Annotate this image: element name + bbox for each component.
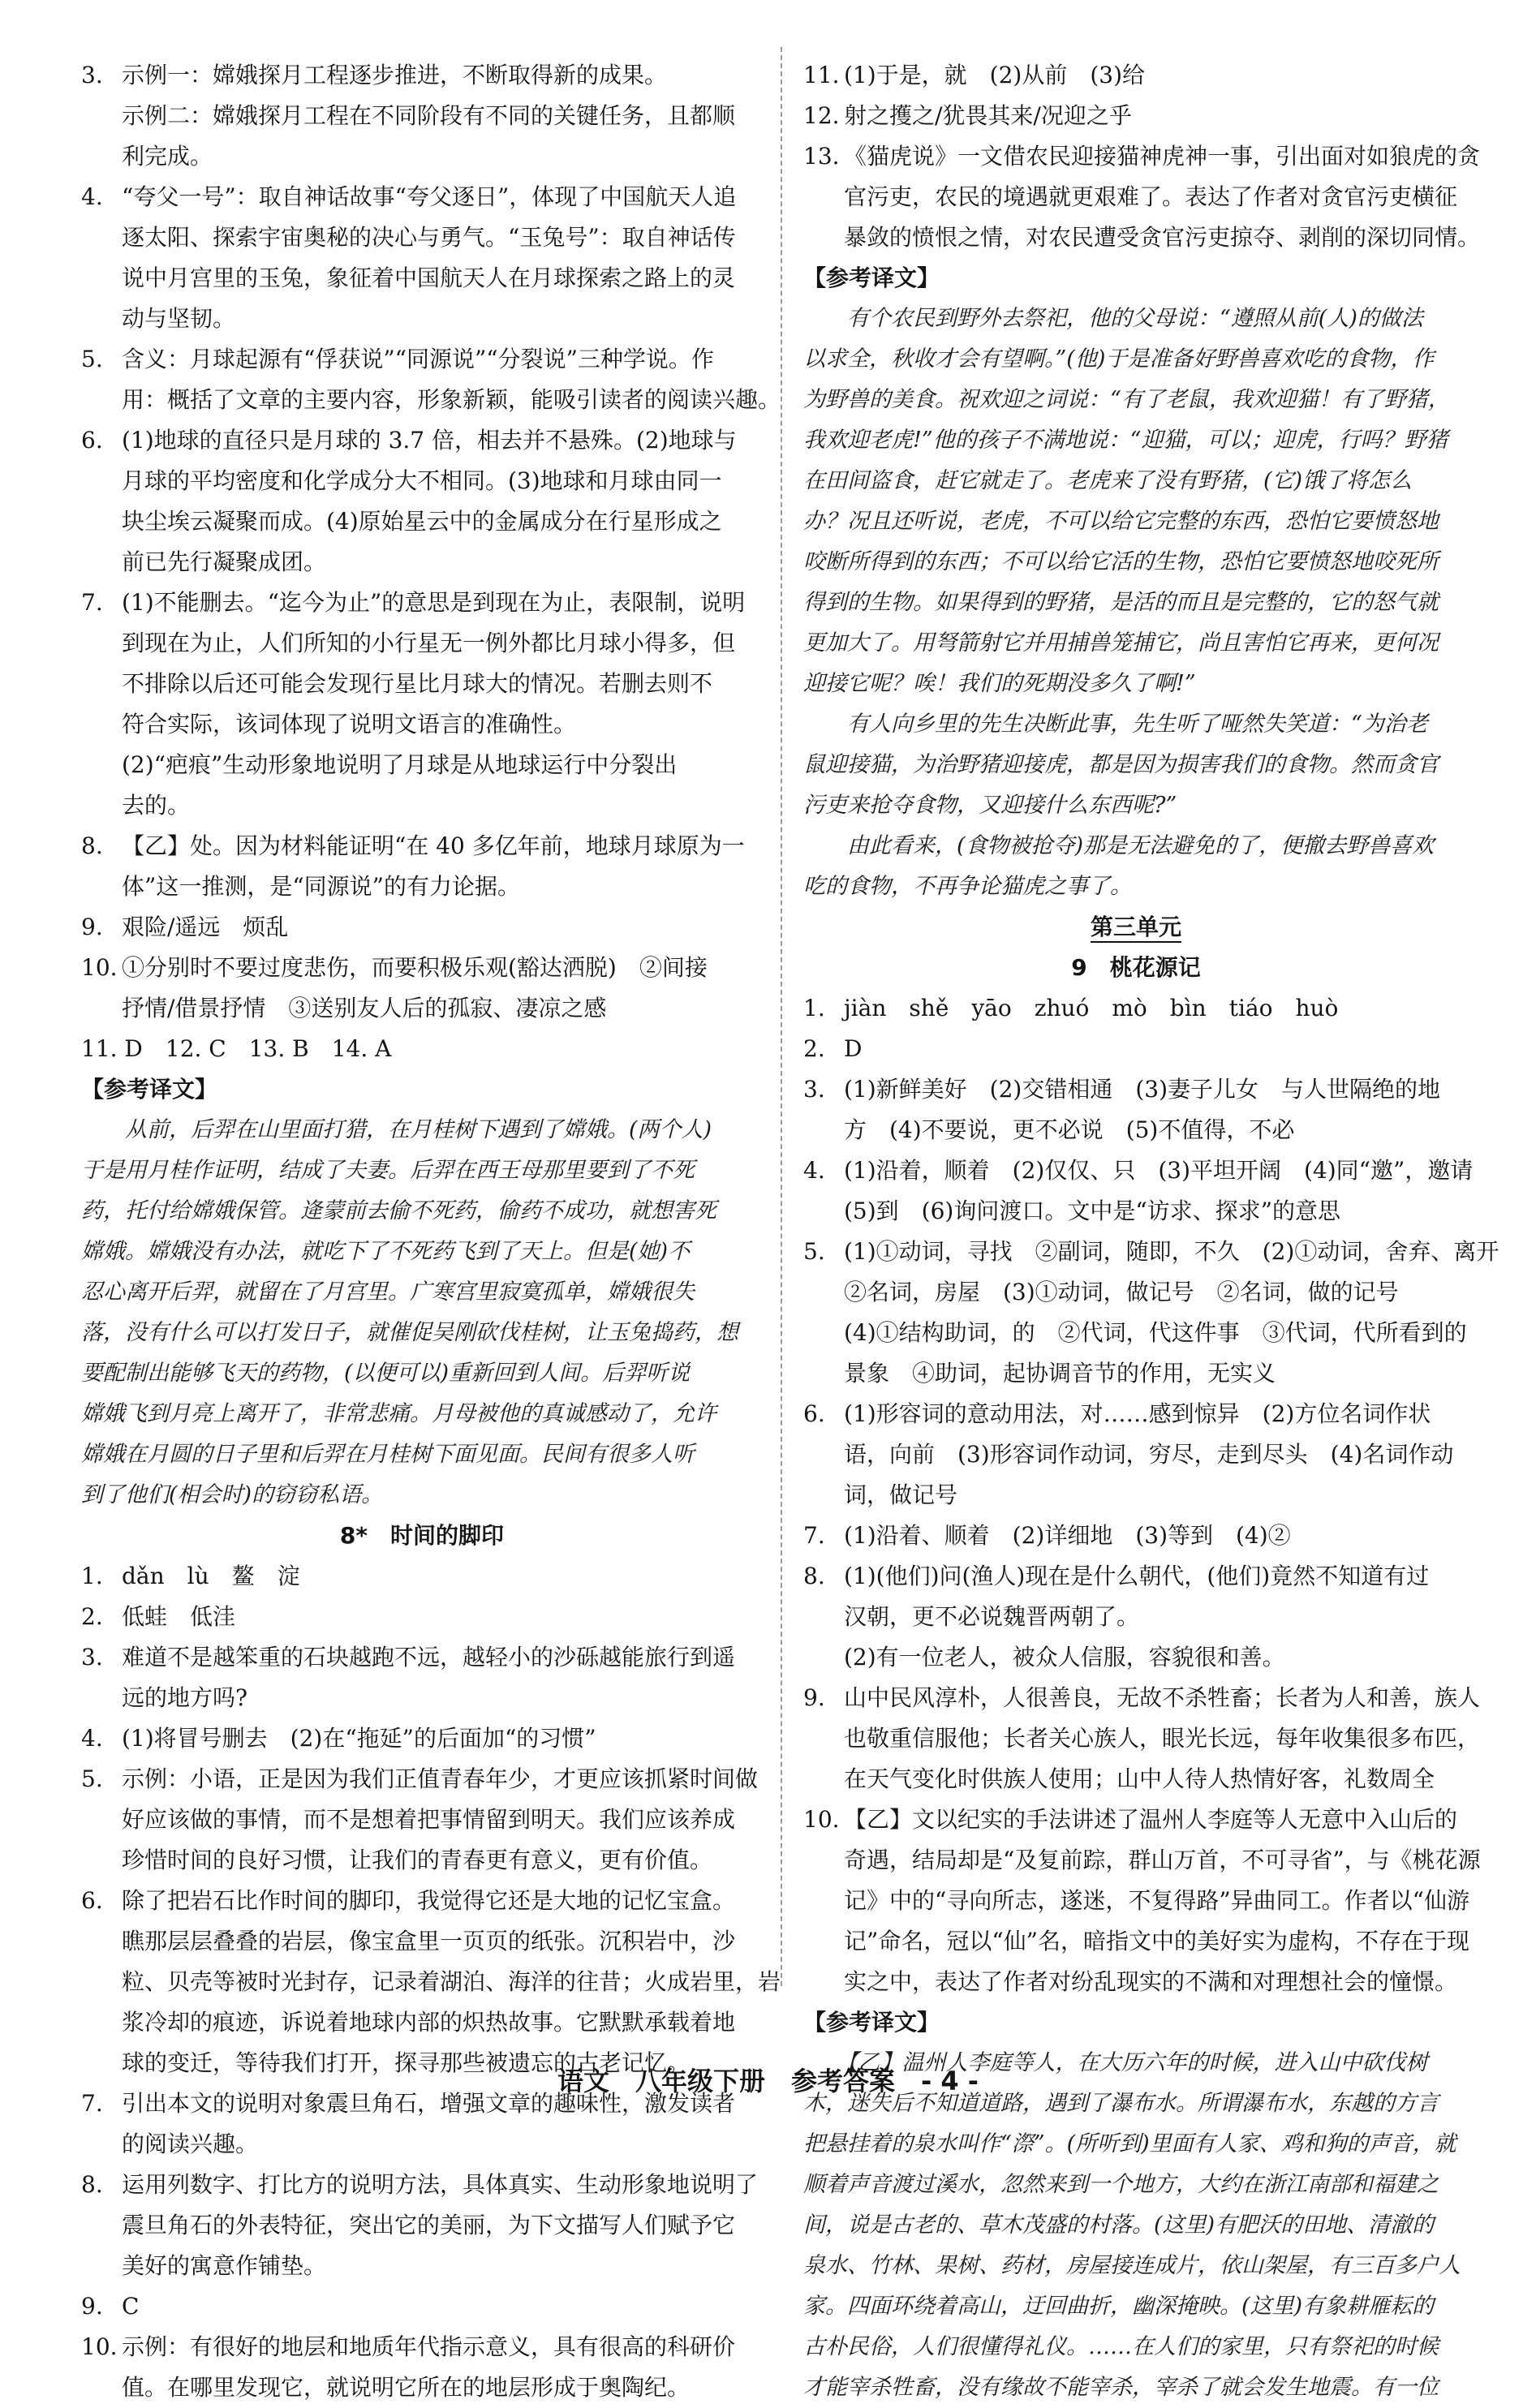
answer-line: 射之擭之/犹畏其来/况迎之乎 (844, 102, 1132, 129)
answer-line: 含义：月球起源有“俘获说”“同源说”“分裂说”三种学说。作 (122, 346, 714, 372)
answer-item (803, 1232, 1499, 1394)
answer-line: dǎn lù 鳌 淀 (122, 1563, 300, 1589)
answer-line: C (122, 2293, 140, 2320)
answer-item (81, 583, 763, 826)
answer-number: 9. (81, 914, 103, 940)
answer-line: 美好的寓意作铺垫。 (122, 2252, 327, 2279)
answer-item (803, 96, 1469, 136)
answer-item (803, 1069, 1469, 1150)
answer-item (803, 1516, 1469, 1556)
answer-line: 难道不是越笨重的石块越跑不远，越轻小的沙砾越能旅行到遥 (122, 1644, 736, 1671)
answer-item (803, 1150, 1474, 1232)
answer-line: (1)于是，就 (2)从前 (3)给 (844, 62, 1145, 88)
answer-number: 10. (81, 2333, 118, 2360)
translation-line: 把悬挂着的泉水叫作“漈”。(所听到)里面有人家、鸡和狗的声音，就 (803, 2131, 1456, 2156)
answer-number: 8. (81, 2171, 103, 2198)
answer-line: (1)沿着，顺着 (2)仅仅、只 (3)平坦开阔 (4)同“邀”，邀请 (844, 1157, 1474, 1184)
answer-item (81, 2286, 763, 2327)
answer-line: 块尘埃云凝聚而成。(4)原始星云中的金属成分在行星形成之 (122, 508, 722, 535)
answer-item (81, 1637, 763, 1718)
answer-number: 3. (81, 1644, 103, 1671)
reference-translation-heading: 【参考译文】 (803, 2009, 940, 2036)
answer-text (844, 1029, 1469, 1069)
answer-line: (1)形容词的意动用法，对……感到惊异 (2)方位名词作状 (844, 1400, 1431, 1427)
answer-line: “夸父一号”：取自神话故事“夸父逐日”，体现了中国航天人追 (122, 183, 737, 210)
unit-title (803, 907, 1469, 948)
answer-item (81, 826, 763, 907)
answer-line: 说中月宫里的玉兔，象征着中国航天人在月球探索之路上的灵 (122, 264, 736, 291)
answer-text (844, 55, 1469, 96)
unit-title-text: 第三单元 (1090, 914, 1181, 940)
answer-item (803, 1394, 1469, 1516)
answer-item (81, 177, 763, 339)
answer-line: 利完成。 (122, 143, 213, 170)
answer-text (844, 1678, 1480, 1800)
answer-line: (4)①结构助词，的 ②代词，代这件事 ③代词，代所看到的 (844, 1319, 1467, 1346)
translation-line: 咬断所得到的东西；不可以给它活的生物，恐怕它要愤怒地咬死所 (803, 549, 1439, 574)
translation-line: 从前，后羿在山里面打猎，在月桂树下遇到了嫦娥。(两个人) (81, 1117, 712, 1142)
translation-line: 我欢迎老虎!”他的孩子不满地说：“迎猫，可以；迎虎，行吗？野猪 (803, 428, 1448, 453)
answer-number: 7. (803, 1522, 825, 1549)
translation-line: 有人向乡里的先生决断此事，先生听了哑然失笑道：“为治老 (803, 712, 1428, 737)
answer-text (122, 583, 763, 826)
answer-line: 艰险/遥远 烦乱 (122, 914, 289, 940)
answer-number: 5. (81, 346, 103, 372)
right-column (803, 55, 1499, 2408)
answer-line: (2)“疤痕”生动形象地说明了月球是从地球运行中分裂出 (122, 751, 678, 778)
answer-line: 运用列数字、打比方的说明方法，具体真实、生动形象地说明了 (122, 2171, 759, 2198)
answer-line: 逐太阳、探索宇宙奥秘的决心与勇气。“玉兔号”：取自神话传 (122, 224, 736, 251)
answer-line: (1)地球的直径只是月球的 3.7 倍，相去并不悬殊。(2)地球与 (122, 427, 737, 454)
answer-number: 1. (803, 995, 825, 1021)
answer-line: (2)有一位老人，被众人信服，容貌很和善。 (844, 1644, 1285, 1671)
translation-line: 以求全，秋收才会有望啊。”(他)于是准备好野兽喜欢吃的食物，作 (803, 346, 1435, 372)
translation-line: 迎接它呢？唉！我们的死期没多久了啊!” (803, 671, 1196, 696)
answer-item (81, 2165, 763, 2286)
answer-number: 5. (81, 1765, 103, 1792)
answer-line: 珍惜时间的良好习惯，让我们的青春更有意义，更有价值。 (122, 1847, 713, 1873)
answer-item (803, 55, 1469, 96)
answer-number: 7. (81, 589, 103, 616)
answer-item (81, 2327, 763, 2408)
translation-line: 才能宰杀牲畜，没有缘故不能宰杀，宰杀了就会发生地震。有一位 (803, 2375, 1439, 2400)
answer-line: 奇遇，结局却是“及复前踪，群山万首，不可寻省”，与《桃花源 (844, 1847, 1481, 1873)
answer-text (122, 1637, 763, 1718)
answer-number: 2. (81, 1603, 103, 1630)
answer-line: ②名词，房屋 (3)①动词，做记号 ②名词，做的记号 (844, 1279, 1399, 1305)
answer-text (844, 96, 1469, 136)
answer-text (844, 1800, 1481, 2002)
answer-item (81, 1556, 763, 1597)
answer-line: 示例一：嫦娥探月工程逐步推进，不断取得新的成果。 (122, 62, 668, 88)
answer-number: 10. (803, 1806, 840, 1833)
page-footer: 语文 八年级下册 参考答案 - 4 - (557, 2066, 979, 2096)
answer-line: 好应该做的事情，而不是想着把事情留到明天。我们应该养成 (122, 1806, 736, 1833)
answer-text (122, 1597, 763, 1637)
translation-line: 到了他们(相会时)的窃窃私语。 (81, 1482, 384, 1507)
answer-line: 值。在哪里发现它，就说明它所在的地层形成于奥陶纪。 (122, 2374, 691, 2401)
lesson-title: 9 桃花源记 (1071, 954, 1201, 981)
answer-number: 10. (81, 954, 118, 981)
answer-item (81, 907, 763, 948)
translation-line: 办？况且还听说，老虎，不可以给它完整的东西，恐怕它要愤怒地 (803, 509, 1439, 534)
answer-line: 示例：有很好的地层和地质年代指示意义，具有很高的科研价 (122, 2333, 736, 2360)
answer-number: 7. (81, 2090, 103, 2117)
answer-text (844, 1556, 1469, 1678)
answer-line: 示例：小语，正是因为我们正值青春年少，才更应该抓紧时间做 (122, 1765, 759, 1792)
answer-line: 实之中，表达了作者对纷乱现实的不满和对理想社会的憧憬。 (844, 1968, 1458, 1995)
translation-line: 更加大了。用弩箭射它并用捕兽笼捕它，尚且害怕它再来，更何况 (803, 630, 1439, 656)
answer-text (844, 1516, 1469, 1556)
answer-item (81, 1597, 763, 1637)
answer-line: 方 (4)不要说，更不必说 (5)不值得，不必 (844, 1116, 1295, 1143)
answer-item (81, 1759, 763, 1881)
answer-number: 4. (81, 183, 103, 210)
answer-text (122, 1759, 763, 1881)
answer-item (81, 420, 763, 583)
answer-line: 前已先行凝聚成团。 (122, 548, 327, 575)
answer-text (122, 177, 763, 339)
answer-line: (1)不能删去。“迄今为止”的意思是到现在为止，表限制，说明 (122, 589, 746, 616)
lesson-title: 8* 时间的脚印 (339, 1522, 505, 1549)
answer-item (81, 1718, 763, 1759)
answer-number: 12. (803, 102, 840, 129)
translation-line: 顺着声音渡过溪水，忽然来到一个地方，大约在浙江南部和福建之 (803, 2172, 1439, 2197)
answer-number: 5. (803, 1238, 825, 1265)
answer-text (844, 1394, 1469, 1516)
translation-line: 吃的食物，不再争论猫虎之事了。 (803, 874, 1132, 899)
answer-line: 引出本文的说明对象震旦角石，增强文章的趣味性，激发读者 (122, 2090, 736, 2117)
answer-item (803, 988, 1469, 1029)
answer-text (844, 1232, 1499, 1394)
answer-line: 抒情/借景抒情 ③送别友人后的孤寂、凄凉之感 (122, 995, 607, 1021)
translation-line: 【乙】温州人李庭等人，在大历六年的时候，进入山中砍伐树 (803, 2050, 1428, 2075)
answer-line: (5)到 (6)询问渡口。文中是“访求、探求”的意思 (844, 1198, 1340, 1224)
answer-line: 浆冷却的痕迹，诉说着地球内部的炽热故事。它默默承载着地 (122, 2009, 736, 2036)
answer-number: 2. (803, 1035, 825, 1062)
translation-line: 木，迷失后不知道道路，遇到了瀑布水。所谓瀑布水，东越的方言 (803, 2091, 1439, 2116)
translation-line: 嫦娥。嫦娥没有办法，就吃下了不死药飞到了天上。但是(她)不 (81, 1239, 691, 1264)
answer-line: jiàn shě yāo zhuó mò bìn tiáo huò (844, 995, 1339, 1021)
answer-line: 暴敛的愤恨之情，对农民遭受贪官污吏掠夺、剥削的深切同情。 (844, 224, 1481, 251)
translation-line: 间，说是古老的、草木茂盛的村落。(这里)有肥沃的田地、清澈的 (803, 2212, 1435, 2238)
answer-line: 用：概括了文章的主要内容，形象新颖，能吸引读者的阅读兴趣。 (122, 386, 781, 413)
answer-number: 9. (81, 2293, 103, 2320)
translation-line: 为野兽的美食。祝欢迎之词说：“有了老鼠，我欢迎猫！有了野猪， (803, 387, 1450, 412)
translation-line: 药，托付给嫦娥保管。逄蒙前去偷不死药，偷药不成功，就想害死 (81, 1198, 716, 1223)
answer-line: 记”命名，冠以“仙”名，暗指文中的美好实为虚构，不存在于现 (844, 1928, 1469, 1954)
answer-line: 到现在为止，人们所知的小行星无一例外都比月球小得多，但 (122, 630, 736, 656)
answer-text (122, 1718, 763, 1759)
answer-line: 山中民风淳朴，人很善良，无故不杀牲畜；长者为人和善，族人 (844, 1684, 1481, 1711)
answer-line: (1)将冒号删去 (2)在“拖延”的后面加“的习惯” (122, 1725, 596, 1752)
answer-text (844, 1150, 1473, 1232)
translation-line: 泉水、竹林、果树、药材，房屋接连成片，依山架屋，有三百多户人 (803, 2253, 1461, 2278)
answer-item (81, 55, 763, 177)
answer-item (803, 1678, 1481, 1800)
translation-line: 由此看来，(食物被抢夺)那是无法避免的了，便撤去野兽喜欢 (803, 833, 1435, 858)
answer-number: 13. (803, 143, 840, 170)
answer-line: (1)新鲜美好 (2)交错相通 (3)妻子儿女 与人世隔绝的地 (844, 1076, 1440, 1103)
answer-item (803, 136, 1481, 258)
answer-number: 3. (803, 1076, 825, 1103)
answer-number: 6. (803, 1400, 825, 1427)
answer-line: 在天气变化时供族人使用；山中人待人热情好客，礼数周全 (844, 1765, 1435, 1792)
answer-number: 11. (803, 62, 840, 88)
answer-number: 9. (803, 1684, 825, 1711)
answer-number: 8. (803, 1563, 825, 1589)
answer-line: 体”这一推测，是“同源说”的有力论据。 (122, 873, 520, 900)
answer-line: 汉朝，更不必说魏晋两朝了。 (844, 1603, 1140, 1630)
answer-text (122, 339, 781, 420)
answer-number: 4. (81, 1725, 103, 1752)
answer-line: 去的。 (122, 792, 191, 819)
answer-line: 的阅读兴趣。 (122, 2131, 259, 2157)
answer-number: 1. (81, 1563, 103, 1589)
translation-line: 得到的生物。如果得到的野猪，是活的而且是完整的，它的怒气就 (803, 590, 1439, 615)
answer-number: 4. (803, 1157, 825, 1184)
translation-line: 污吏来抢夺食物，又迎接什么东西呢?” (803, 793, 1177, 818)
translation-line: 忍心离开后羿，就留在了月宫里。广寒宫里寂寞孤单，嫦娥很失 (81, 1279, 695, 1305)
answer-item (803, 1556, 1469, 1678)
answer-line: D (844, 1035, 863, 1062)
answer-line: 语，向前 (3)形容词作动词，穷尽，走到尽头 (4)名词作动 (844, 1441, 1454, 1468)
answer-text (122, 420, 763, 583)
answer-line: 不排除以后还可能会发现行星比月球大的情况。若删去则不 (122, 670, 713, 697)
answer-text (122, 907, 763, 948)
reference-translation-heading: 【参考译文】 (81, 1076, 218, 1103)
answer-line: 示例二：嫦娥探月工程在不同阶段有不同的关键任务，且都顺 (122, 102, 736, 129)
answer-item (81, 339, 781, 420)
answer-line: 低蛙 低洼 (122, 1603, 236, 1630)
answer-line: 除了把岩石比作时间的脚印，我觉得它还是大地的记忆宝盒。 (122, 1887, 736, 1914)
answer-text (844, 1069, 1469, 1150)
answer-text (122, 55, 763, 177)
answer-line: 词，做记号 (844, 1481, 958, 1508)
answer-number: 8. (81, 832, 103, 859)
answer-line: 11. D 12. C 13. B 14. A (81, 1035, 392, 1062)
answer-text (122, 2286, 763, 2327)
answer-item (803, 1800, 1481, 2002)
translation-line: 嫦娥飞到月亮上离开了，非常悲痛。月母被他的真诚感动了，允许 (81, 1401, 716, 1426)
answer-number: 6. (81, 427, 103, 454)
answer-text (122, 2165, 763, 2286)
answer-line: 瞧那层层叠叠的岩层，像宝盒里一页页的纸张。沉积岩中，沙 (122, 1928, 736, 1954)
translation-line: 家。四面环绕着高山，迂回曲折，幽深掩映。(这里)有象耕雁耘的 (803, 2294, 1435, 2319)
translation-line: 古朴民俗，人们很懂得礼仪。……在人们的家里，只有祭祀的时候 (803, 2334, 1439, 2359)
answer-line: (1)①动词，寻找 ②副词，随即，不久 (2)①动词，舍弃、离开 (844, 1238, 1499, 1265)
answer-line: 动与坚韧。 (122, 305, 236, 332)
answer-line: 【乙】文以纪实的手法讲述了温州人李庭等人无意中入山后的 (844, 1806, 1458, 1833)
answer-text (122, 2327, 763, 2408)
answer-line: 记》中的“寻向所志，遂迷，不复得路”异曲同工。作者以“仙游 (844, 1887, 1469, 1914)
answer-line: 球的变迁，等待我们打开，探寻那些被遗忘的古老记忆。 (122, 2049, 691, 2076)
answer-line: 月球的平均密度和化学成分大不相同。(3)地球和月球由同一 (122, 467, 722, 494)
answer-text (122, 1881, 781, 2083)
translation-line: 于是用月桂作证明，结成了夫妻。后羿在西王母那里要到了不死 (81, 1158, 695, 1183)
answer-number: 3. (81, 62, 103, 88)
reference-translation-heading: 【参考译文】 (803, 264, 940, 291)
translation-line: 鼠迎接猫，为治野猪迎接虎，都是因为损害我们的食物。然而贪官 (803, 752, 1439, 777)
translation-line: 落，没有什么可以打发日子，就催促吴刚砍伐桂树，让玉兔捣药，想 (81, 1320, 738, 1345)
answer-text (844, 988, 1469, 1029)
answer-line: 景象 ④助词，起协调音节的作用，无实义 (844, 1360, 1276, 1387)
answer-text (122, 826, 763, 907)
translation-line: 在田间盗食，赶它就走了。老虎来了没有野猪，(它)饿了将怎么 (803, 468, 1413, 493)
answer-line: 震旦角石的外表特征，突出它的美丽，为下文描写人们赋予它 (122, 2212, 736, 2238)
translation-line: 要配制出能够飞天的药物，(以便可以)重新回到人间。后羿听说 (81, 1361, 691, 1386)
answer-line: 《猫虎说》一文借农民迎接猫神虎神一事，引出面对如狼虎的贪 (844, 143, 1481, 170)
answer-line: 符合实际，该词体现了说明文语言的准确性。 (122, 711, 577, 737)
answer-text (844, 136, 1480, 258)
answer-line: 【乙】处。因为材料能证明“在 40 多亿年前，地球月球原为一 (122, 832, 745, 859)
answer-item (81, 948, 763, 1029)
answer-text (122, 948, 763, 1029)
answer-item (81, 1881, 781, 2083)
answer-line: (1)沿着、顺着 (2)详细地 (3)等到 (4)② (844, 1522, 1291, 1549)
answer-line: 粒、贝壳等被时光封存，记录着湖泊、海洋的往昔；火成岩里，岩 (122, 1968, 781, 1995)
translation-line: 嫦娥在月圆的日子里和后羿在月桂树下面见面。民间有很多人听 (81, 1442, 695, 1467)
answer-item (803, 1029, 1469, 1069)
column-divider (781, 47, 782, 1986)
answer-number: 6. (81, 1887, 103, 1914)
answer-line: ①分别时不要过度悲伤，而要积极乐观(豁达洒脱) ②间接 (122, 954, 708, 981)
answer-line: 也敬重信服他；长者关心族人，眼光长远，每年收集很多布匹， (844, 1725, 1481, 1752)
answer-line: 远的地方吗? (122, 1684, 248, 1711)
answer-line: 官污吏，农民的境遇就更艰难了。表达了作者对贪官污吏横征 (844, 183, 1458, 210)
answer-line: (1)(他们)问(渔人)现在是什么朝代，(他们)竟然不知道有过 (844, 1563, 1430, 1589)
answer-text (122, 1556, 763, 1597)
translation-line: 有个农民到野外去祭祀，他的父母说：“遵照从前(人)的做法 (803, 306, 1423, 331)
